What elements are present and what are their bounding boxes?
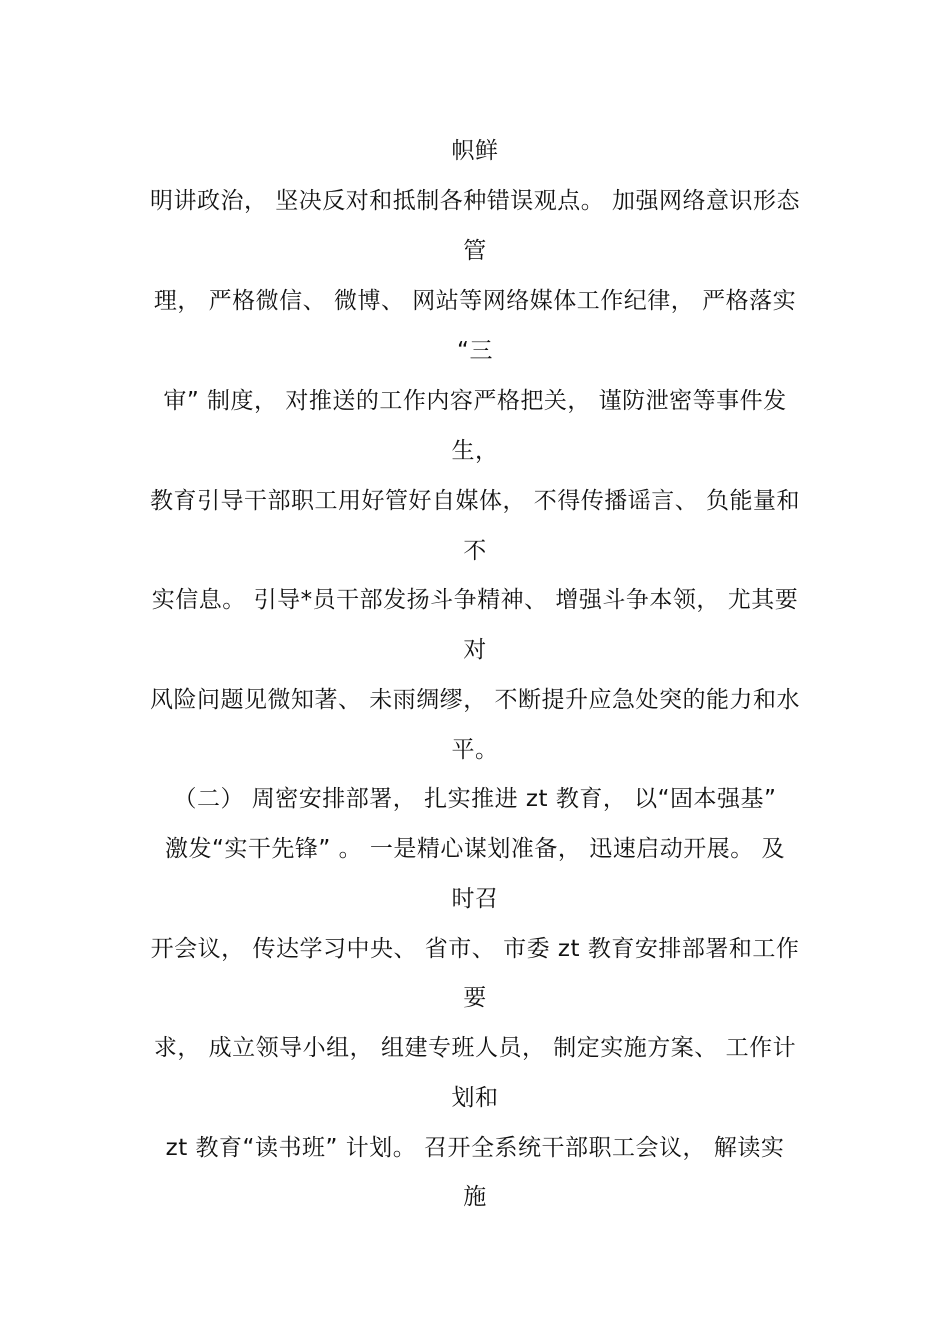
text-line: 不 xyxy=(463,538,487,564)
section-heading: （二） 周密安排部署， 扎实推进 zt 教育， 以“固本强基” xyxy=(173,786,777,812)
text-line: zt 教育“读书班” 计划。 召开全系统干部职工会议， 解读实 xyxy=(165,1135,785,1161)
text-line: 管 xyxy=(463,238,487,264)
text-line: 生， xyxy=(451,438,499,464)
text-line: 时召 xyxy=(451,886,499,912)
text-line: 教育引导干部职工用好管好自媒体， 不得传播谣言、 负能量和 xyxy=(149,488,801,514)
text-line: 帜鲜 xyxy=(451,138,499,164)
text-line: 审” 制度， 对推送的工作内容严格把关， 谨防泄密等事件发 xyxy=(163,388,787,414)
text-line: 施 xyxy=(463,1184,487,1210)
text-line: 风险问题见微知著、 未雨绸缪， 不断提升应急处突的能力和水 xyxy=(149,687,801,713)
text-line: 理， 严格微信、 微博、 网站等网络媒体工作纪律， 严格落实 xyxy=(153,288,797,314)
text-line: 对 xyxy=(463,637,487,663)
text-line: 开会议， 传达学习中央、 省市、 市委 zt 教育安排部署和工作 xyxy=(150,936,800,962)
text-line: 激发“实干先锋” 。 一是精心谋划准备， 迅速启动开展。 及 xyxy=(164,836,786,862)
text-line: 要 xyxy=(463,985,487,1011)
text-line: 明讲政治， 坚决反对和抵制各种错误观点。 加强网络意识形态 xyxy=(149,188,801,214)
text-line: 划和 xyxy=(451,1085,499,1111)
text-line: “三 xyxy=(457,338,493,364)
text-line: 实信息。 引导*员干部发扬斗争精神、 增强斗争本领， 尤其要 xyxy=(151,587,799,613)
text-line: 平。 xyxy=(451,737,499,763)
text-line: 求， 成立领导小组， 组建专班人员， 制定实施方案、 工作计 xyxy=(153,1035,797,1061)
